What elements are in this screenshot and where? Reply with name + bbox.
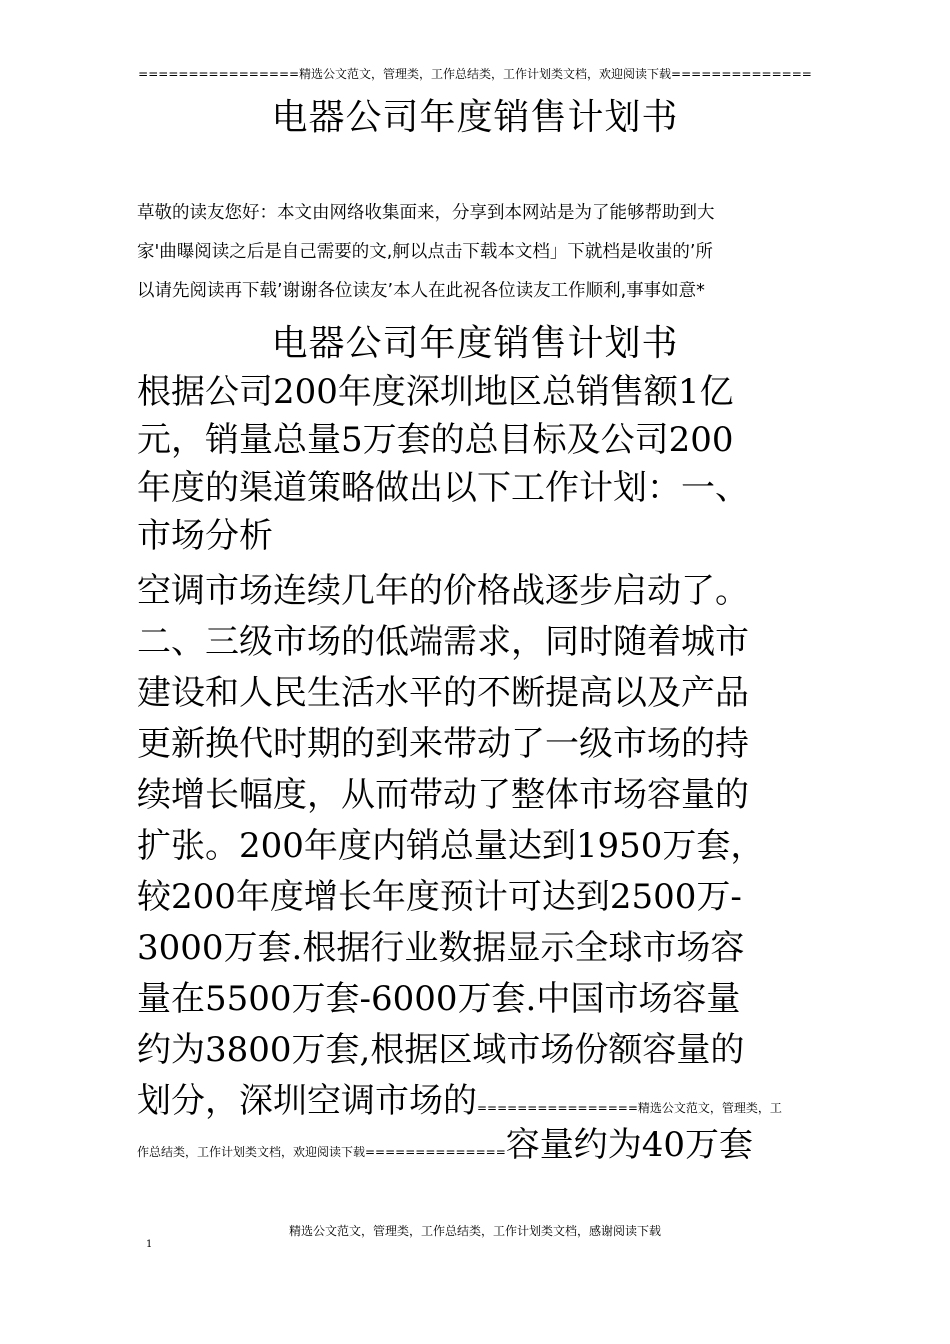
paragraph-line: 量在5500万套-6000万套.中国市场容量: [137, 979, 741, 1019]
notice-line: 以请先阅读再下载’谢谢各位读友’本人在此祝各位读友工作顺利,事事如意*: [137, 281, 705, 301]
page-number: 1: [146, 1239, 153, 1250]
notice-line: 家'曲曝阅读之后是自己需要的文,舸以点击下载本文档」下就档是收蚩的’所: [137, 242, 713, 262]
footer-text: 精选公文范文，管理类，工作总结类，工作计划类文档，感谢阅读下载: [288, 1224, 661, 1238]
inline-banner: ================精选公文范文，管理类，工: [477, 1101, 782, 1115]
paragraph-line: 建设和人民生活水平的不断提高以及产品: [137, 673, 749, 713]
paragraph-line: 续增长幅度，从而带动了整体市场容量的: [137, 775, 749, 815]
document-body: [137, 368, 837, 1127]
paragraph-text: 划分，深圳空调市场的: [137, 1081, 477, 1121]
paragraph-line: 元，销量总量5万套的总目标及公司200: [137, 420, 734, 460]
body-title: 电器公司年度销售计划书: [271, 323, 679, 364]
wrapped-banner: 作总结类，工作计划类文档，欢迎阅读下载==============: [137, 1145, 506, 1159]
paragraph-line: 较200年度增长年度预计可达到2500万-: [137, 877, 742, 917]
paragraph-line-last: [137, 1120, 837, 1178]
paragraph-line: 3000万套.根据行业数据显示全球市场容: [137, 928, 745, 968]
paragraph-line: 约为3800万套,根据区域市场份额容量的: [137, 1030, 745, 1070]
paragraph-line: 年度的渠道策略做出以下工作计划：一、: [137, 468, 749, 508]
header-banner: ================精选公文范文，管理类，工作总结类，工作计划类文档，欢迎阅读下载==============: [138, 67, 812, 81]
paragraph-line: 根据公司200年度深圳地区总销售额1亿: [137, 372, 734, 412]
paragraph-line: 扩张。200年度内销总量达到1950万套，: [137, 826, 765, 866]
document-title: 电器公司年度销售计划书: [271, 97, 679, 138]
paragraph-line: 空调市场连续几年的价格战逐步启动了。: [137, 571, 749, 611]
paragraph-text: 容量约为40万套: [505, 1125, 754, 1165]
paragraph-line: 市场分析: [137, 516, 273, 556]
paragraph-line: 二、三级市场的低端需求，同时随着城市: [137, 622, 749, 662]
notice-line: 草敬的读友您好：本文由网络收集面来，分享到本网站是为了能够帮助到大: [137, 203, 715, 223]
reader-notice: [137, 194, 827, 311]
paragraph-line: 更新换代时期的到来带动了一级市场的持: [137, 724, 749, 764]
